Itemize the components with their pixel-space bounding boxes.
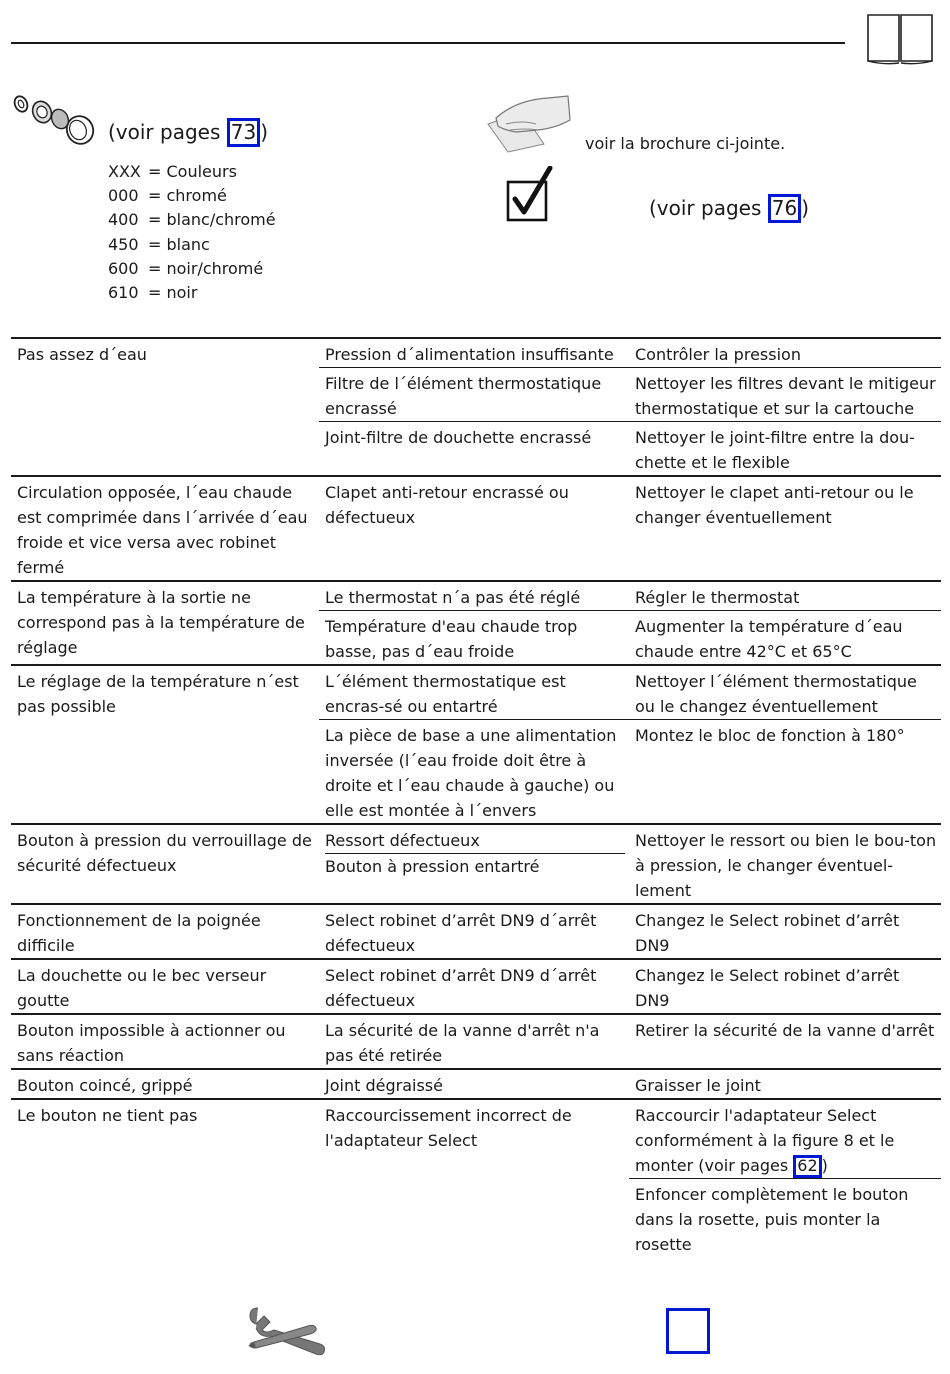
color-code: 400 <box>108 210 139 230</box>
book-icon <box>866 12 934 70</box>
table-row <box>11 476 941 581</box>
voir-suffix: ) <box>260 120 269 144</box>
color-code-row <box>108 233 276 257</box>
remedy-text: Raccourcir l'adaptateur Select conformément à la figure 8 et le monter (voir pages <box>635 1106 895 1175</box>
color-code-row <box>108 208 276 232</box>
test-page-reference <box>649 194 809 223</box>
color-code: XXX <box>108 162 141 181</box>
fault-problem: Bouton coincé, grippé <box>11 1069 319 1099</box>
color-label: = chromé <box>148 186 227 206</box>
fault-remedy: Nettoyer l´élément thermostatique ou le changez éventuellement <box>629 665 941 720</box>
color-code-row <box>108 184 276 208</box>
fault-cause: Select robinet d’arrêt DN9 d´arrêt défectueux <box>319 959 629 1014</box>
fault-remedy: Contrôler la pression <box>629 338 941 368</box>
fault-cause: Le thermostat n´a pas été réglé <box>319 581 629 611</box>
voir-prefix: (voir pages <box>108 120 227 144</box>
fault-remedy: Montez le bloc de fonction à 180° <box>629 720 941 825</box>
page-number-box <box>666 1308 710 1354</box>
fault-remedy: Changez le Select robinet d’arrêt DN9 <box>629 959 941 1014</box>
fault-cause: Joint-filtre de douchette encrassé <box>319 422 629 477</box>
table-row <box>11 904 941 959</box>
checkbox-check-icon <box>506 166 554 228</box>
table-row <box>11 338 941 368</box>
hand-cleaning-icon <box>486 94 572 158</box>
color-code: 610 <box>108 283 139 303</box>
fault-problem: La douchette ou le bec verseur goutte <box>11 959 319 1014</box>
table-row <box>11 959 941 1014</box>
fault-cause: Clapet anti-retour encrassé ou défectueux <box>319 476 629 581</box>
fault-cause: L´élément thermostatique est encras-sé ou entartré <box>319 665 629 720</box>
header-rule <box>11 42 845 44</box>
fault-cause: Bouton à pression entartré <box>325 857 540 876</box>
fault-cause: Pression d´alimentation insuffisante <box>319 338 629 368</box>
remedy-suffix: ) <box>821 1156 828 1175</box>
wrench-screwdriver-icon <box>244 1302 328 1360</box>
table-row <box>11 1099 941 1179</box>
parts-set-icon <box>12 94 96 152</box>
voir-suffix: ) <box>801 196 810 220</box>
fault-problem: Le bouton ne tient pas <box>11 1099 319 1257</box>
table-row <box>11 665 941 720</box>
fault-remedy <box>629 1099 941 1179</box>
fault-cause: Ressort défectueux <box>325 828 625 854</box>
fault-problem: Circulation opposée, l´eau chaude est comprimée dans l´arrivée d´eau froide et vice versa avec robinet fermé <box>11 476 319 581</box>
color-code: 450 <box>108 234 139 254</box>
table-row <box>11 1014 941 1069</box>
color-label: = blanc/chromé <box>148 210 276 230</box>
page-link-62[interactable]: 62 <box>793 1155 821 1178</box>
fault-problem: Fonctionnement de la poignée difficile <box>11 904 319 959</box>
troubleshooting-table <box>11 337 941 1257</box>
table-row <box>11 824 941 904</box>
page-link-76[interactable]: 76 <box>768 194 801 223</box>
fault-problem: Bouton à pression du verrouillage de sécurité défectueux <box>11 824 319 904</box>
fault-cause: La sécurité de la vanne d'arrêt n'a pas été retirée <box>319 1014 629 1069</box>
table-row <box>11 581 941 611</box>
fault-causes-multi <box>319 824 629 904</box>
fault-cause: Filtre de l´élément thermostatique encrassé <box>319 368 629 422</box>
fault-remedy: Changez le Select robinet d’arrêt DN9 <box>629 904 941 959</box>
parts-page-reference <box>108 118 268 147</box>
care-brochure-note: voir la brochure ci-jointe. <box>585 134 786 153</box>
fault-remedy: Enfoncer complètement le bouton dans la rosette, puis monter la rosette <box>629 1179 941 1258</box>
color-code-row <box>108 257 276 281</box>
fault-cause: Joint dégraissé <box>319 1069 629 1099</box>
fault-remedy: Retirer la sécurité de la vanne d'arrêt <box>629 1014 941 1069</box>
color-code: 000 <box>108 186 139 206</box>
fault-remedy: Nettoyer le clapet anti-retour ou le changer éventuellement <box>629 476 941 581</box>
fault-cause: Select robinet d’arrêt DN9 d´arrêt défectueux <box>319 904 629 959</box>
fault-problem: La température à la sortie ne correspond pas à la température de réglage <box>11 581 319 665</box>
color-codes-list <box>108 160 276 305</box>
fault-remedy: Augmenter la température d´eau chaude entre 42°C et 65°C <box>629 611 941 666</box>
fault-remedy: Nettoyer les filtres devant le mitigeur thermostatique et sur la cartouche <box>629 368 941 422</box>
fault-problem: Bouton impossible à actionner ou sans réaction <box>11 1014 319 1069</box>
fault-cause: Température d'eau chaude trop basse, pas d´eau froide <box>319 611 629 666</box>
fault-cause: Raccourcissement incorrect de l'adaptateur Select <box>319 1099 629 1257</box>
color-label: = blanc <box>148 234 210 254</box>
fault-remedy: Régler le thermostat <box>629 581 941 611</box>
fault-problem: Le réglage de la température n´est pas possible <box>11 665 319 824</box>
color-code-row <box>108 160 276 184</box>
fault-remedy: Graisser le joint <box>629 1069 941 1099</box>
table-row <box>11 1069 941 1099</box>
fault-remedy: Nettoyer le ressort ou bien le bou-ton à pression, le changer éventuel-lement <box>629 824 941 904</box>
color-label: = Couleurs <box>148 162 237 181</box>
fault-remedy: Nettoyer le joint-filtre entre la dou-chette et le flexible <box>629 422 941 477</box>
color-code: 600 <box>108 258 139 278</box>
fault-cause: La pièce de base a une alimentation inversée (l´eau froide doit être à droite et l´eau chaude à gauche) ou elle est montée à l´envers <box>319 720 629 825</box>
color-label: = noir/chromé <box>148 258 264 278</box>
page-link-73[interactable]: 73 <box>227 118 260 147</box>
color-code-row <box>108 281 276 305</box>
fault-problem: Pas assez d´eau <box>11 338 319 476</box>
color-label: = noir <box>148 283 198 303</box>
voir-prefix: (voir pages <box>649 196 768 220</box>
